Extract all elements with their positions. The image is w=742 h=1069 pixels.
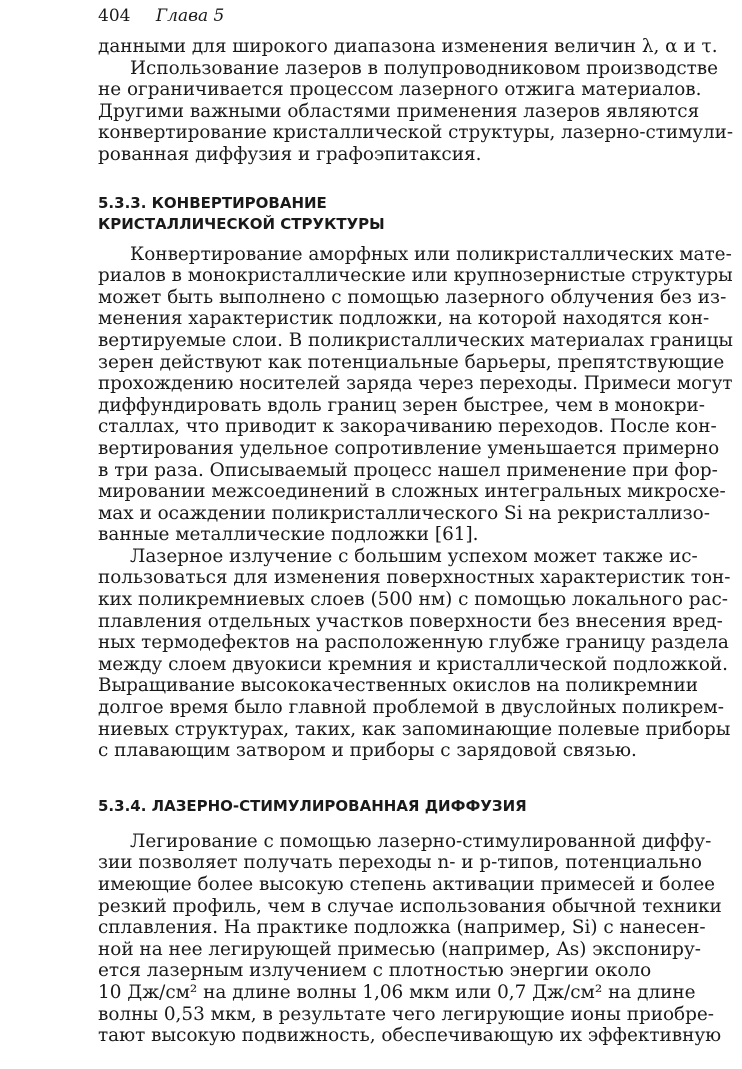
text-line: между слоем двуокиси кремния и кристаллической подложкой. [98, 653, 729, 675]
heading-line: 5.3.3. КОНВЕРТИРОВАНИЕ [98, 193, 327, 212]
text-line: резкий профиль, чем в случае использования обычной техники [98, 895, 722, 917]
section-5-3-4-paragraph-1 [98, 831, 734, 1047]
text-line: имеющие более высокую степень активации примесей и более [98, 874, 715, 895]
text-line: зерен действуют как потенциальные барьеры, препятствующие [98, 351, 725, 373]
text-line: с плавающим затвором и приборы с зарядовой связью. [98, 740, 637, 762]
text-line: Легирование с помощью лазерно-стимулированной диффу- [130, 830, 712, 852]
section-5-3-3-paragraph-2 [98, 546, 734, 762]
intro-paragraph-2 [98, 58, 734, 166]
text-line: Конвертирование аморфных или поликристаллических мате- [130, 243, 732, 265]
text-line: прохождению носителей заряда через переходы. Примеси могут [98, 373, 733, 395]
text-line: Использование лазеров в полупроводниковом производстве [130, 57, 719, 79]
text-line: может быть выполнено с помощью лазерного облучения без из- [98, 286, 727, 308]
text-line: вертируемые слои. В поликристаллических материалах границы [98, 329, 733, 351]
text-line: мировании межсоединений в сложных интегральных микросхе- [98, 481, 726, 503]
text-line: пользоваться для изменения поверхностных характеристик тон- [98, 567, 731, 589]
text-line: вертирования удельное сопротивление уменьшается примерно [98, 437, 720, 459]
book-page [98, 4, 734, 1047]
text-line: долгое время было главной проблемой в двуслойных поликрем- [98, 697, 724, 719]
running-head [98, 4, 734, 36]
text-line: ных термодефектов на расположенную глубже границу раздела [98, 632, 729, 654]
text-line: сплавления. На практике подложка (например, Si) с нанесен- [98, 917, 706, 939]
text-line: зии позволяет получать переходы n- и p-типов, потенциально [98, 852, 702, 874]
text-line: ванные металлические подложки [61]. [98, 524, 479, 546]
text-line: мах и осаждении поликристаллического Si на рекристаллизо- [98, 502, 710, 524]
text-line: ниевых структурах, таких, как запоминающие полевые приборы [98, 718, 731, 740]
text-line: Лазерное излучение с большим успехом может также ис- [130, 545, 698, 567]
text-line: тают высокую подвижность, обеспечивающую их эффективную [98, 1025, 722, 1047]
text-line: данными для широкого диапазона изменения величин λ, α и τ. [98, 36, 718, 57]
text-line: риалов в монокристаллические или крупнозернистые структуры [98, 265, 733, 287]
text-line: менения характеристик подложки, на которой находятся кон- [98, 308, 710, 330]
text-line: конвертирование кристаллической структуры, лазерно-стимули- [98, 122, 734, 144]
heading-line: КРИСТАЛЛИЧЕСКОЙ СТРУКТУРЫ [98, 214, 385, 233]
heading-line: 5.3.4. ЛАЗЕРНО-СТИМУЛИРОВАННАЯ ДИФФУЗИЯ [98, 796, 527, 815]
text-line: 10 Дж/см² на длине волны 1,06 мкм или 0,7 Дж/см² на длине [98, 981, 696, 1003]
section-5-3-3-paragraph-1 [98, 244, 734, 546]
text-line: Другими важными областями применения лазеров являются [98, 100, 700, 122]
section-heading-5-3-4 [98, 796, 734, 817]
chapter-title: Глава 5 [155, 6, 225, 26]
intro-paragraph-1 [98, 36, 734, 58]
text-line: ется лазерным излучением с плотностью энергии около [98, 960, 652, 982]
text-line: не ограничивается процессом лазерного отжига материалов. [98, 79, 702, 101]
text-line: диффундировать вдоль границ зерен быстрее, чем в монокри- [98, 394, 705, 416]
text-line: плавления отдельных участков поверхности без внесения вред- [98, 610, 723, 632]
text-line: Выращивание высококачественных окислов на поликремнии [98, 675, 698, 697]
text-line: рованная диффузия и графоэпитаксия. [98, 143, 482, 165]
text-line: ких поликремниевых слоев (500 нм) с помощью локального рас- [98, 589, 729, 611]
text-line: в три раза. Описываемый процесс нашел применение при фор- [98, 459, 718, 481]
text-line: волны 0,53 мкм, в результате чего легирующие ионы приобре- [98, 1003, 714, 1025]
section-heading-5-3-3 [98, 193, 734, 235]
page-number: 404 [98, 6, 131, 26]
text-line: сталлах, что приводит к закорачиванию переходов. После кон- [98, 416, 717, 438]
text-line: ной на нее легирующей примесью (например, As) экспониру- [98, 938, 701, 960]
